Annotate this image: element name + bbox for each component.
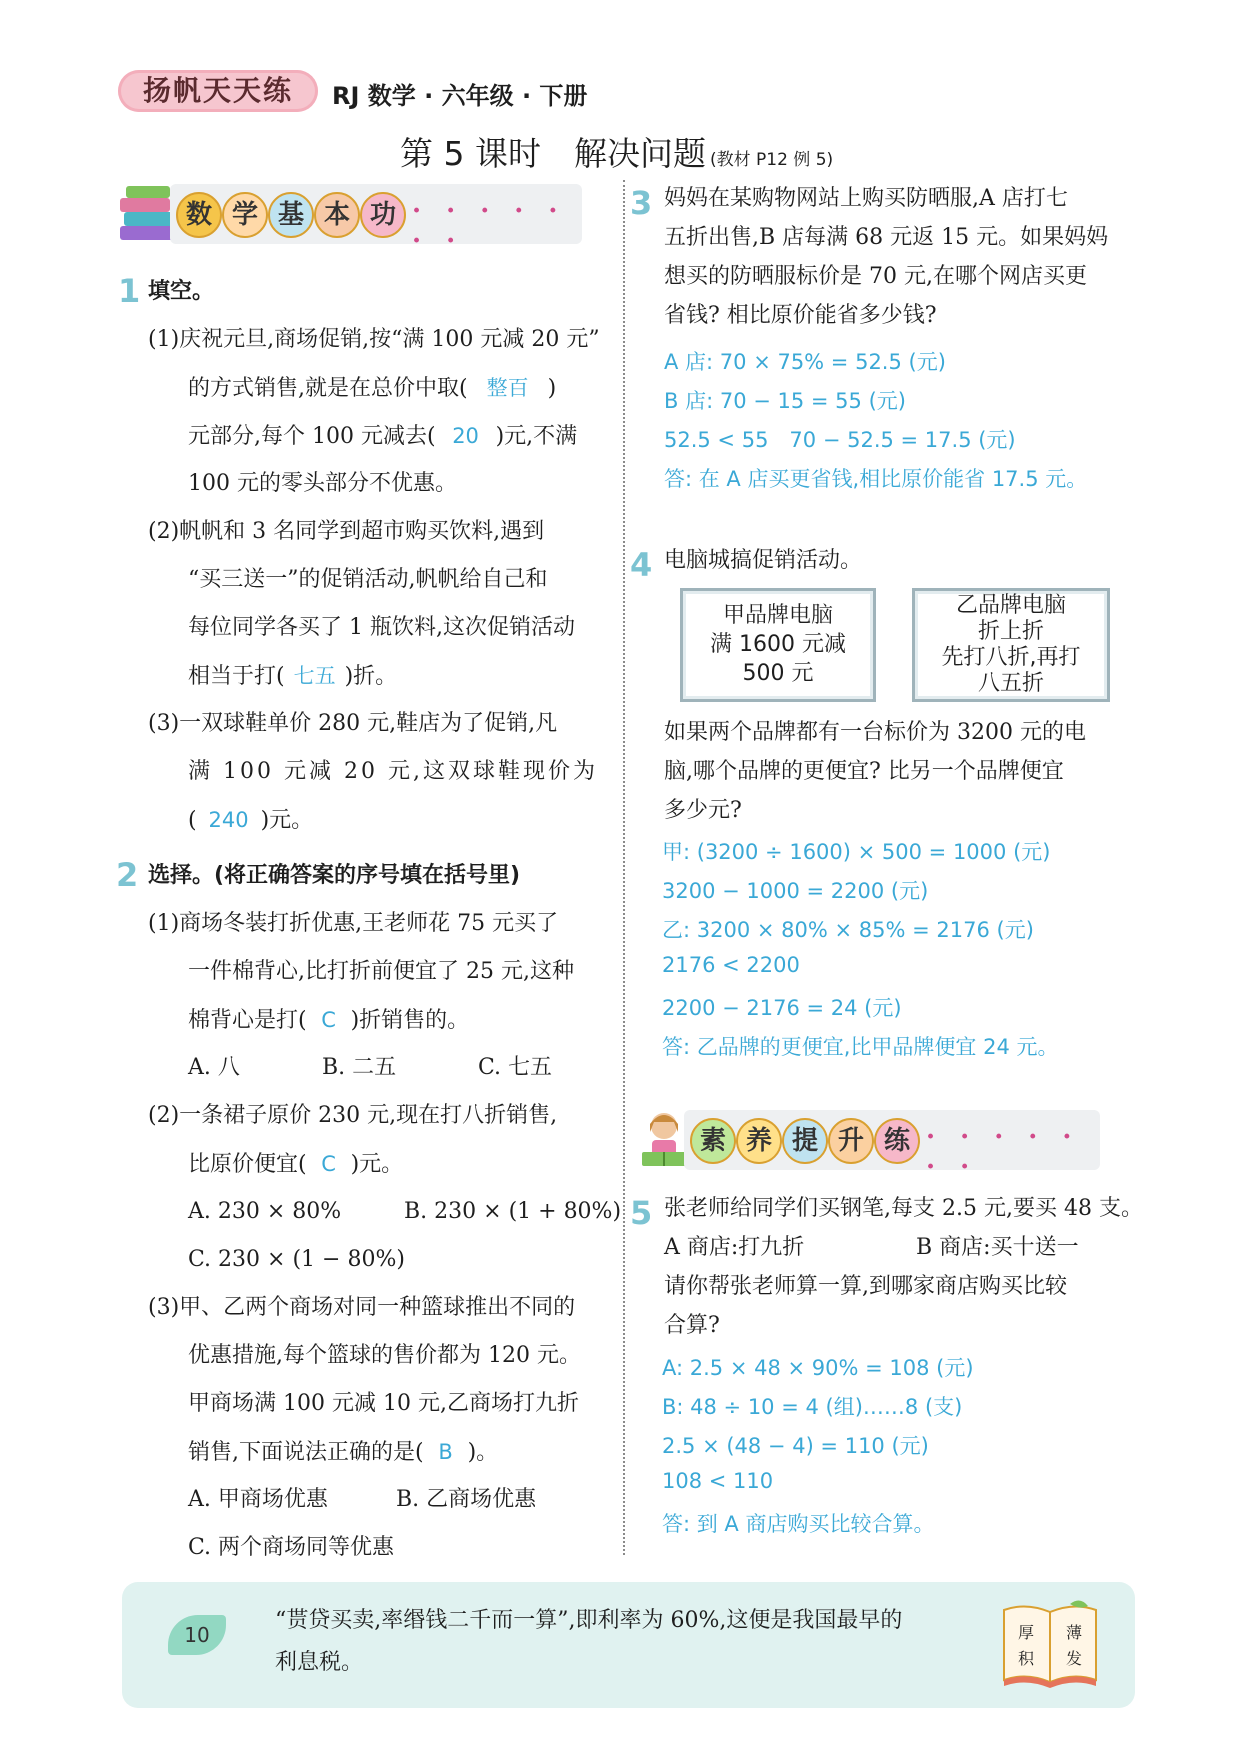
q4-number: 4 [630,546,653,584]
q2-1-answer: C [321,1008,336,1032]
q5-shop-a: A 商店:打九折 [664,1235,805,1260]
q2-title: 选择。(将正确答案的序号填在括号里) [148,863,521,888]
q5-answer-line: 答: 到 A 商店购买比较合算。 [662,1512,935,1536]
q5-line: 合算? [664,1313,720,1338]
brand-a-line: 500 元 [742,661,814,686]
lesson-title-text: 第 5 课时 解决问题 [400,134,706,173]
q1-2-text: 相当于打( [188,664,285,689]
lesson-title [400,128,833,175]
q4-line: 脑,哪个品牌的更便宜? 比另一个品牌便宜 [664,759,1064,784]
q1-2-text: )折。 [344,664,398,689]
q5-answer-line: B: 48 ÷ 10 = 4 (组)……8 (支) [662,1395,963,1419]
q1-1-line [188,412,577,461]
q4-answer-line: 2200 − 2176 = 24 (元) [662,996,902,1020]
q2-1-option-b: B. 二五 [322,1055,397,1080]
book-char: 发 [1066,1649,1083,1668]
q2-3-line: (3)甲、乙两个商场对同一种篮球推出不同的 [148,1295,576,1320]
q2-1-option-a: A. 八 [188,1055,240,1080]
q5-number: 5 [630,1194,653,1232]
q1-3-line: (3)一双球鞋单价 280 元,鞋店为了促销,凡 [148,711,558,736]
q2-1-text: 棉背心是打( [188,1008,307,1033]
q4-line: 如果两个品牌都有一台标价为 3200 元的电 [664,720,1086,745]
lesson-ref: (教材 P12 例 5) [709,150,834,170]
footer-text [275,1600,902,1684]
footer-line: 利息税。 [275,1650,364,1675]
q5-line: 请你帮张老师算一算,到哪家商店购买比较 [664,1274,1067,1299]
q1-1-line [188,364,556,413]
q5-answer-line: 2.5 × (48 − 4) = 110 (元) [662,1434,929,1458]
q1-3-text: )元。 [260,808,314,833]
open-book-icon [1000,1600,1100,1688]
q2-2-line: (2)一条裙子原价 230 元,现在打八折销售, [148,1103,558,1128]
section-basic-banner [118,182,583,256]
book-char: 薄 [1066,1623,1083,1642]
q2-1-line: 一件棉背心,比打折前便宜了 25 元,这种 [188,959,574,984]
q4-answer-line: 答: 乙品牌的更便宜,比甲品牌便宜 24 元。 [662,1035,1059,1059]
book-char: 厚 [1018,1623,1035,1642]
q3-line: 妈妈在某购物网站上购买防晒服,A 店打七 [664,186,1068,211]
q1-1-text: )元,不满 [495,424,578,449]
q2-2-option-a: A. 230 × 80% [188,1199,342,1224]
q5-line: 张老师给同学们买钢笔,每支 2.5 元,要买 48 支。 [664,1196,1143,1221]
footer-line: “贳贷买卖,率缗钱二千而一算”,即利率为 60%,这便是我国最早的 [275,1608,903,1633]
q1-3-text: ( [188,808,197,833]
q2-3-text: 销售,下面说法正确的是( [188,1440,424,1465]
q4-answer-line: 乙: 3200 × 80% × 85% = 2176 (元) [662,918,1034,942]
brand-a-line: 甲品牌电脑 [722,603,833,628]
q3-answer-line: 52.5 < 55 70 − 52.5 = 17.5 (元) [664,428,1016,452]
q1-1-text: 元部分,每个 100 元减去( [188,424,436,449]
q4-title: 电脑城搞促销活动。 [664,548,863,573]
q2-number: 2 [116,856,139,894]
q4-answer-line: 3200 − 1000 = 2200 (元) [662,879,929,903]
q1-2-line [188,652,397,701]
q1-1-line: (1)庆祝元旦,商场促销,按“满 100 元减 20 元” [148,327,600,352]
q2-1-line: (1)商场冬装打折优惠,王老师花 75 元买了 [148,911,559,936]
section-char: 提 [782,1118,828,1164]
book-title: RJ 数学 · 六年级 · 下册 [332,82,588,110]
q2-3-option-a: A. 甲商场优惠 [188,1487,328,1512]
q5-answer-line: A: 2.5 × 48 × 90% = 108 (元) [662,1356,974,1380]
q2-2-text: 比原价便宜( [188,1152,307,1177]
brand-a-line: 满 1600 元减 [710,632,846,657]
q2-3-line [188,1428,498,1477]
q1-3-line [188,796,313,845]
section-char: 养 [736,1118,782,1164]
q1-3-line: 满 100 元减 20 元,这双球鞋现价为 [188,759,598,784]
q3-line: 五折出售,B 店每满 68 元返 15 元。如果妈妈 [664,225,1109,250]
q2-2-option-b: B. 230 × (1 + 80%) [404,1199,622,1224]
q2-2-line [188,1140,403,1189]
q1-2-line: 每位同学各买了 1 瓶饮料,这次促销活动 [188,615,575,640]
q1-title: 填空。 [148,279,215,304]
q2-2-text: )元。 [350,1152,404,1177]
q2-1-text: )折销售的。 [350,1008,470,1033]
q1-2-line: (2)帆帆和 3 名同学到超市购买饮料,遇到 [148,519,545,544]
q1-2-answer: 七五 [293,664,336,688]
q2-2-answer: C [321,1152,336,1176]
q5-answer-line: 108 < 110 [662,1469,774,1493]
brand-b-line: 八五折 [977,671,1044,696]
q2-3-option-c: C. 两个商场同等优惠 [188,1535,395,1560]
section-dots: · · · · · · · [412,196,566,256]
q3-answer-line: 答: 在 A 店买更省钱,相比原价能省 17.5 元。 [664,467,1088,491]
q2-3-line: 甲商场满 100 元减 10 元,乙商场打九折 [188,1391,579,1416]
q4-answer-line: 2176 < 2200 [662,953,800,977]
section-dots: · · · · · · · [926,1122,1080,1182]
q3-answer-line: A 店: 70 × 75% = 52.5 (元) [664,350,946,374]
q1-1-close: ) [547,376,557,401]
section-char: 升 [828,1118,874,1164]
q1-number: 1 [118,272,141,310]
q1-1-text: 的方式销售,就是在总价中取( [188,376,468,401]
section-char: 本 [314,192,360,238]
book-char: 积 [1018,1649,1035,1668]
brand-b-line: 乙品牌电脑 [955,593,1066,618]
q3-number: 3 [630,184,653,222]
q1-1-answer-b: 20 [452,424,479,448]
page-number: 10 [168,1615,226,1655]
q2-3-option-b: B. 乙商场优惠 [396,1487,537,1512]
column-divider [623,180,625,1555]
q2-1-line [188,996,469,1045]
q5-shop-b: B 商店:买十送一 [916,1235,1079,1260]
q1-2-line: “买三送一”的促销活动,帆帆给自己和 [188,567,548,592]
section-char: 练 [874,1118,920,1164]
brand-a-box [680,588,876,702]
q2-3-text: )。 [467,1440,499,1465]
q3-line: 想买的防晒服标价是 70 元,在哪个网店买更 [664,264,1087,289]
section-char: 学 [222,192,268,238]
q1-1-answer-a: 整百 [486,376,529,400]
brand-b-line: 折上折 [977,619,1044,644]
section-advanced-banner [636,1108,1100,1182]
q1-3-answer: 240 [208,808,249,832]
q3-line: 省钱? 相比原价能省多少钱? [664,303,937,328]
q1-1-line: 100 元的零头部分不优惠。 [188,471,457,496]
brand-b-box [912,588,1110,702]
section-char: 基 [268,192,314,238]
q2-1-option-c: C. 七五 [478,1055,553,1080]
section-char: 功 [360,192,406,238]
q2-3-answer: B [438,1440,453,1464]
section-char: 素 [690,1118,736,1164]
q4-line: 多少元? [664,798,742,823]
q4-answer-line: 甲: (3200 ÷ 1600) × 500 = 1000 (元) [662,840,1051,864]
brand-b-line: 先打八折,再打 [941,645,1081,670]
brand-badge: 扬帆天天练 [118,70,318,112]
q2-3-line: 优惠措施,每个篮球的售价都为 120 元。 [188,1343,581,1368]
q2-2-option-c: C. 230 × (1 − 80%) [188,1247,405,1272]
section-char: 数 [176,192,222,238]
q3-answer-line: B 店: 70 − 15 = 55 (元) [664,389,906,413]
